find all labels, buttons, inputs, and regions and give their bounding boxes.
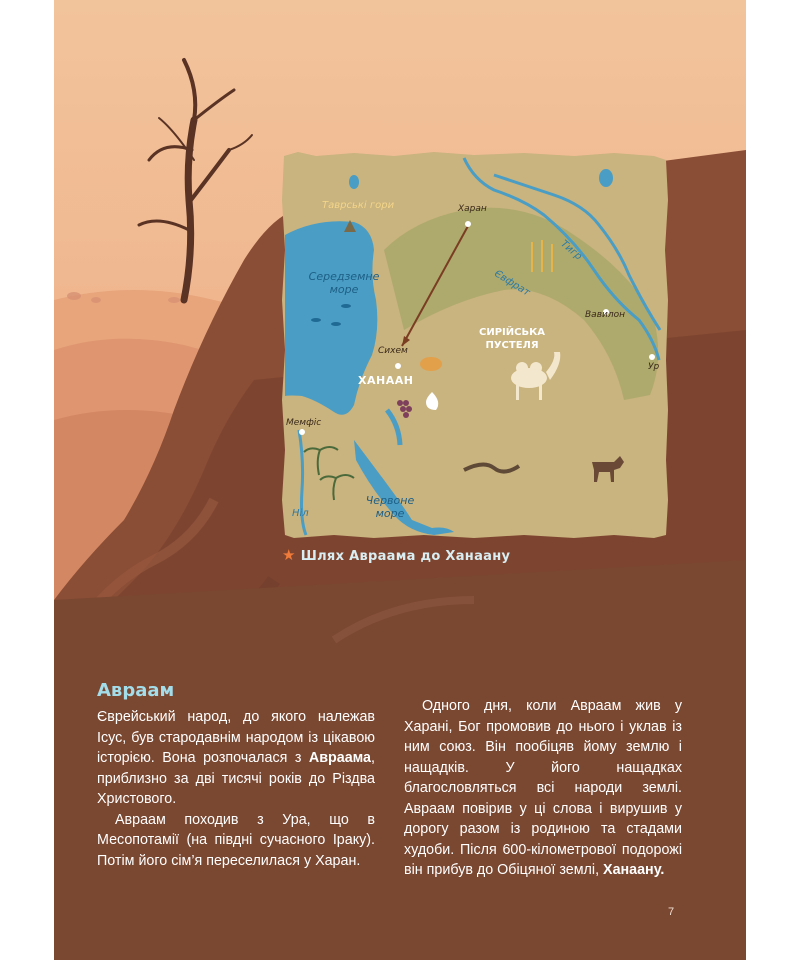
paragraph-1-text-a: Єврейський народ, до якого належав Ісус, був стародавнім народом із цікавою історією. Вона розпочалася з bbox=[97, 709, 375, 766]
star-icon: ★ bbox=[282, 546, 296, 564]
map-label-euphrates: Євфрат bbox=[492, 268, 532, 299]
paragraph-1-text-b: , приблизно за дві тисячі років до Різдва Христового. bbox=[97, 750, 375, 807]
map-label-tigris: Тигр bbox=[558, 238, 584, 263]
paragraph-3-bold: Ханаану. bbox=[603, 862, 665, 878]
map-label-harran: Харан bbox=[458, 204, 487, 214]
map-label-nile: Ніл bbox=[292, 508, 309, 519]
map-label-desert: СИРІЙСЬКА ПУСТЕЛЯ bbox=[478, 327, 545, 351]
book-page bbox=[54, 0, 746, 960]
map-caption bbox=[282, 546, 510, 564]
page-number: 7 bbox=[668, 906, 675, 918]
map-label-canaan: ХАНААН bbox=[358, 374, 414, 387]
paragraph-2: Авраам походив з Ура, що в Месопотамії (на півдні сучасного Іраку). Потім його сім’я переселилася у Харан. bbox=[97, 811, 375, 869]
map-label-shechem: Сихем bbox=[378, 346, 408, 356]
paragraph-1-bold: Авраама bbox=[308, 750, 372, 766]
paragraph-3-text: Одного дня, коли Авраам жив у Харані, Бог промовив до нього і уклав із ним союз. Він пообіцяв йому землю і нащадків. У його нащадках благословляться всі народи землі. Авраам повірив у ці слова і вирушив у дорогу разом із родиною та стадами худоби. Після 600-кілометрової подорожі він прибув до Обіцяної землі, bbox=[404, 698, 682, 878]
map-label-red-sea: Червоне море bbox=[365, 494, 415, 520]
article-column-left bbox=[97, 680, 375, 871]
map-label-mountains: Таврські гори bbox=[322, 200, 395, 211]
paragraph-1 bbox=[97, 707, 375, 810]
map-caption-text: Шлях Авраама до Ханаану bbox=[300, 549, 511, 564]
article-column-right bbox=[404, 696, 682, 881]
map-label-ur: Ур bbox=[648, 362, 660, 372]
article-heading: Авраам bbox=[97, 680, 175, 701]
paragraph-3 bbox=[404, 696, 682, 881]
map-label-mediterranean: Середземне море bbox=[308, 270, 380, 296]
map-label-memphis: Мемфіс bbox=[286, 418, 322, 428]
map-label-babylon: Вавилон bbox=[585, 310, 625, 320]
